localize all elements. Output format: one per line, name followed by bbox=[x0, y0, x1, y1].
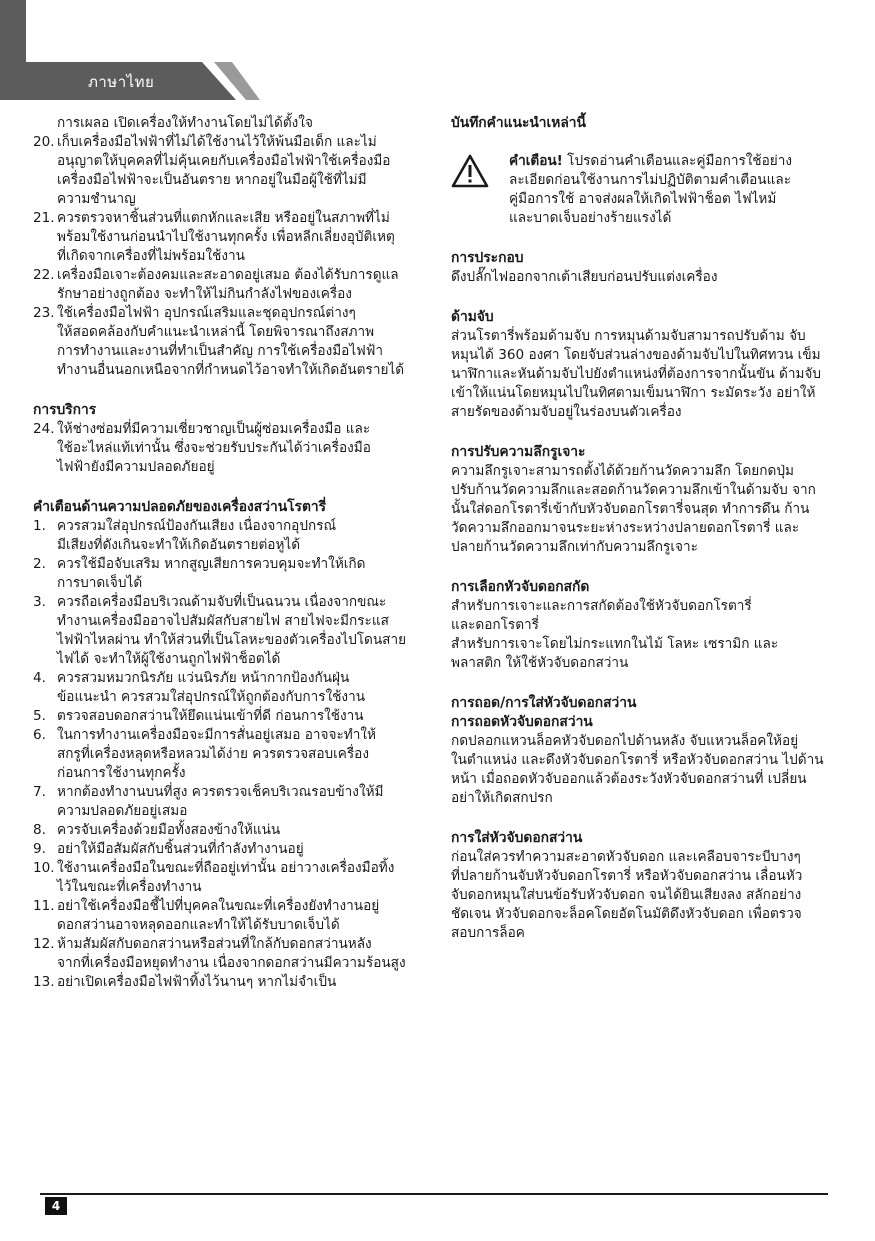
rotary-safety-list bbox=[33, 517, 431, 992]
drill-depth-text: ความลึกรูเจาะสามารถตั้งได้ด้วยก้านวัดความลึก โดยกดปุ่ม ปรับก้านวัดความลึกและสอดก้านวัดความลึกเข้าในด้ามจับ จาก นั้นใส่ดอกโรตารี่เข้ากับหัวจับดอกโรตารี่จนสุด ทำการดึน ก้าน วัดความลึกออกมาจนระยะห่างระหว่างปลายดอกโรตารี่ และ ปลายก้านวัดความลึกเท่ากับความลึกรูเจาะ bbox=[451, 463, 816, 555]
list-item bbox=[33, 783, 431, 821]
item-text: อย่าให้มือสัมผัสกับชิ้นส่วนที่กำลังทำงานอยู่ bbox=[57, 841, 304, 857]
item-number: 10. bbox=[33, 860, 55, 876]
list-item bbox=[33, 859, 431, 897]
item-number: 7. bbox=[33, 784, 46, 800]
item-number: 2. bbox=[33, 556, 46, 572]
item-text: อย่าเปิดเครื่องมือไฟฟ้าทิ้งไว้นานๆ หากไม่จำเป็น bbox=[57, 974, 337, 990]
list-item bbox=[33, 973, 431, 992]
chuck-selection-heading: การเลือกหัวจับดอกสกัด bbox=[451, 579, 590, 595]
item-number: 23. bbox=[33, 305, 55, 321]
list-item bbox=[33, 897, 431, 935]
warning-body: โปรดอ่านคำเตือนและคู่มือการใช้อย่าง ละเอียดก่อนใช้งานการไม่ปฏิบัติตามคำเตือนและ คู่มือการใช้ อาจส่งผลให้เกิดไฟฟ้าช็อต ไฟไหม้ และบาดเจ็บอย่างร้ายแรงได้ bbox=[509, 153, 793, 226]
list-item bbox=[33, 209, 431, 266]
handle-heading: ด้ามจับ bbox=[451, 309, 494, 325]
item-number: 9. bbox=[33, 841, 46, 857]
item-text: หากต้องทำงานบนที่สูง ควรตรวจเช็คบริเวณรอบข้างให้มี ความปลอดภัยอยู่เสมอ bbox=[57, 784, 384, 819]
warning-label: คำเตือน! bbox=[509, 153, 563, 169]
list-item bbox=[33, 133, 431, 209]
drill-depth-heading: การปรับความลึกรูเจาะ bbox=[451, 444, 586, 460]
item-text: ห้ามสัมผัสกับดอกสว่านหรือส่วนที่ใกล้กับดอกสว่านหลัง จากที่เครื่องมือหยุดทำงาน เนื่องจากดอกสว่านมีความร้อนสูง bbox=[57, 936, 406, 971]
list-item bbox=[33, 593, 431, 669]
chuck-remove-text: กดปลอกแหวนล็อคหัวจับดอกไปด้านหลัง จับแหวนล็อคให้อยู่ ในตำแหน่ง และดึงหัวจับดอกโรตารี่ หรือหัวจับดอกสว่าน ไปด้าน หน้า เมื่อถอดหัวจับออกแล้วต้องระวังหัวจับดอกสว่านที่ เปลี่ยน อย่าให้เกิดสกปรก bbox=[451, 733, 824, 806]
rotary-safety-heading: คำเตือนด้านความปลอดภัยของเครื่องสว่านโรตารี่ bbox=[33, 499, 327, 515]
assembly-text: ดึงปลั๊กไฟออกจากเต้าเสียบก่อนปรับแต่งเครื่อง bbox=[451, 269, 718, 285]
language-label: ภาษาไทย bbox=[88, 73, 155, 91]
service-list bbox=[33, 420, 431, 477]
item-text: ควรสวมหมวกนิรภัย แว่นนิรภัย หน้ากากป้องกันฝุ่น ข้อแนะนำ ควรสวมใส่อุปกรณ์ให้ถูกต้องกับการใช้งาน bbox=[57, 670, 365, 705]
item-text: ควรถือเครื่องมือบริเวณด้ามจับที่เป็นฉนวน เนื่องจากขณะ ทำงานเครื่องมืออาจไปสัมผัสกับสายไฟ สายไฟจะมีกระแส ไฟฟ้าไหลผ่าน ทำให้ส่วนที่เป็นโลหะของตัวเครื่องไปโดนสาย ไฟได้ จะทำให้ผู้ใช้งานถูกไฟฟ้าช็อตได้ bbox=[57, 594, 407, 667]
item-number: 21. bbox=[33, 210, 55, 226]
chuck-selection-text: สำหรับการเจาะและการสกัดต้องใช้หัวจับดอกโรตารี่ และดอกโรตารี่ สำหรับการเจาะโดยไม่กระแทกในไม้ โลหะ เซรามิก และ พลาสติก ให้ใช้หัวจับดอกสว่าน bbox=[451, 598, 779, 671]
item-number: 4. bbox=[33, 670, 46, 686]
item-text: อย่าใช้เครื่องมือชี้ไปที่บุคคลในขณะที่เครื่องยังทำงานอยู่ ดอกสว่านอาจหลุดออกและทำให้ได้รับบาดเจ็บได้ bbox=[57, 898, 380, 933]
item-number: 3. bbox=[33, 594, 46, 610]
warning-triangle-icon bbox=[451, 152, 509, 228]
item-text: ควรจับเครื่องด้วยมือทั้งสองข้างให้แน่น bbox=[57, 822, 281, 838]
list-item bbox=[33, 840, 431, 859]
item-text: ตรวจสอบดอกสว่านให้ยึดแน่นเข้าที่ดี ก่อนการใช้งาน bbox=[57, 708, 364, 724]
continued-item-text: การเผลอ เปิดเครื่องให้ทำงานโดยไม่ได้ตั้งใจ bbox=[57, 115, 313, 131]
item-number: 5. bbox=[33, 708, 46, 724]
chuck-remove-install-heading: การถอด/การใส่หัวจับดอกสว่าน bbox=[451, 695, 637, 711]
general-safety-list bbox=[33, 133, 431, 380]
service-heading: การบริการ bbox=[33, 402, 97, 418]
list-item bbox=[33, 517, 431, 555]
item-number: 22. bbox=[33, 267, 55, 283]
item-text: ควรใช้มือจับเสริม หากสูญเสียการควบคุมจะทำให้เกิด การบาดเจ็บได้ bbox=[57, 556, 366, 591]
assembly-heading: การประกอบ bbox=[451, 250, 524, 266]
warning-block bbox=[451, 152, 852, 228]
item-text: ใช้งานเครื่องมือในขณะที่ถืออยู่เท่านั้น อย่าวางเครื่องมือทิ้ง ไว้ในขณะที่เครื่องทำงาน bbox=[57, 860, 395, 895]
item-number: 8. bbox=[33, 822, 46, 838]
list-item bbox=[33, 555, 431, 593]
item-text: ใช้เครื่องมือไฟฟ้า อุปกรณ์เสริมและชุดอุปกรณ์ต่างๆ ให้สอดคล้องกับคำแนะนำเหล่านี้ โดยพิจารณาถึงสภาพ การทำงานและงานที่ทำเป็นสำคัญ การใช้เครื่องมือไฟฟ้า ทำงานอื่นนอกเหนือจากที่กำหนดไว้อาจทำให้เกิดอันตรายได้ bbox=[57, 305, 405, 378]
item-number: 20. bbox=[33, 134, 55, 150]
item-number: 1. bbox=[33, 518, 46, 534]
save-instructions-heading: บันทึกคำแนะนำเหล่านี้ bbox=[451, 115, 586, 131]
list-item bbox=[33, 726, 431, 783]
chuck-install-heading: การใส่หัวจับดอกสว่าน bbox=[451, 830, 583, 846]
item-number: 6. bbox=[33, 727, 46, 743]
footer-rule bbox=[40, 1193, 828, 1195]
item-number: 24. bbox=[33, 421, 55, 437]
page-number: 4 bbox=[45, 1197, 67, 1215]
item-text: ควรตรวจหาชิ้นส่วนที่แตกหักและเสีย หรืออยู่ในสภาพที่ไม่ พร้อมใช้งานก่อนนำไปใช้งานทุกครั้ง เพื่อหลีกเลี่ยงอุบัติเหตุ ที่เกิดจากเครื่องที่ไม่พร้อมใช้งาน bbox=[57, 210, 395, 264]
chuck-remove-heading: การถอดหัวจับดอกสว่าน bbox=[451, 714, 593, 730]
language-header-tab bbox=[0, 0, 260, 100]
item-text: ควรสวมใส่อุปกรณ์ป้องกันเสียง เนื่องจากอุปกรณ์ มีเสียงที่ดังเกินจะทำให้เกิดอันตรายต่อหูได้ bbox=[57, 518, 337, 553]
list-item bbox=[33, 821, 431, 840]
item-number: 11. bbox=[33, 898, 55, 914]
list-item bbox=[33, 266, 431, 304]
handle-text: ส่วนโรตารี่พร้อมด้ามจับ การหมุนด้ามจับสามารถปรับด้าม จับ หมุนได้ 360 องศา โดยจับส่วนล่างของด้ามจับไปในทิศทวน เข็ม นาฬิกาและหันด้ามจับไปยังตำแหน่งที่ต้องการจากนั้นขัน ด้ามจับ เข้าให้แน่นโดยหมุนไปในทิศตามเข็มนาฬิกา ระมัดระวัง อย่าให้ สายรัดของด้ามจับอยู่ในร่องบนตัวเครื่อง bbox=[451, 328, 822, 420]
list-item bbox=[33, 304, 431, 380]
list-item bbox=[33, 935, 431, 973]
left-column bbox=[33, 114, 431, 992]
list-item bbox=[33, 669, 431, 707]
list-item bbox=[33, 420, 431, 477]
list-item bbox=[33, 707, 431, 726]
chuck-install-text: ก่อนใส่ควรทำความสะอาดหัวจับดอก และเคลือบจาระบีบางๆ ที่ปลายก้านจับหัวจับดอกโรตารี่ หรือหัวจับดอกสว่าน เลื่อนหัว จับดอกหมุนใส่บนข้อรับหัวจับดอก จนได้ยินเสียงลง สลักอย่าง ชัดเจน หัวจับดอกจะล็อคโดยอัตโนมัติดึงหัวจับดอก เพื่อตรวจ สอบการล็อค bbox=[451, 849, 803, 941]
item-number: 13. bbox=[33, 974, 55, 990]
item-number: 12. bbox=[33, 936, 55, 952]
item-text: ให้ช่างซ่อมที่มีความเชี่ยวชาญเป็นผู้ซ่อมเครื่องมือ และ ใช้อะไหล่แท้เท่านั้น ซึ่งจะช่วยรับประกันได้ว่าเครื่องมือ ไฟฟ้ายังมีความปลอดภัยอยู่ bbox=[57, 421, 371, 475]
item-text: ในการทำงานเครื่องมือจะมีการสั่นอยู่เสมอ อาจจะทำให้ สกรูที่เครื่องหลุดหรือหลวมได้ง่าย ควรตรวจสอบเครื่อง ก่อนการใช้งานทุกครั้ง bbox=[57, 727, 376, 781]
warning-text bbox=[509, 152, 852, 228]
right-column bbox=[451, 114, 852, 943]
item-text: เก็บเครื่องมือไฟฟ้าที่ไม่ได้ใช้งานไว้ให้พ้นมือเด็ก และไม่ อนุญาตให้บุคคลที่ไม่คุ้นเคยกับเครื่องมือไฟฟ้าใช้เครื่องมือ เครื่องมือไฟฟ้าจะเป็นอันตราย หากอยู่ในมือผู้ใช้ที่ไม่มี ความชำนาญ bbox=[57, 134, 391, 207]
item-text: เครื่องมือเจาะต้องคมและสะอาดอยู่เสมอ ต้องได้รับการดูแล รักษาอย่างถูกต้อง จะทำให้ไม่กินกำลังไฟของเครื่อง bbox=[57, 267, 399, 302]
